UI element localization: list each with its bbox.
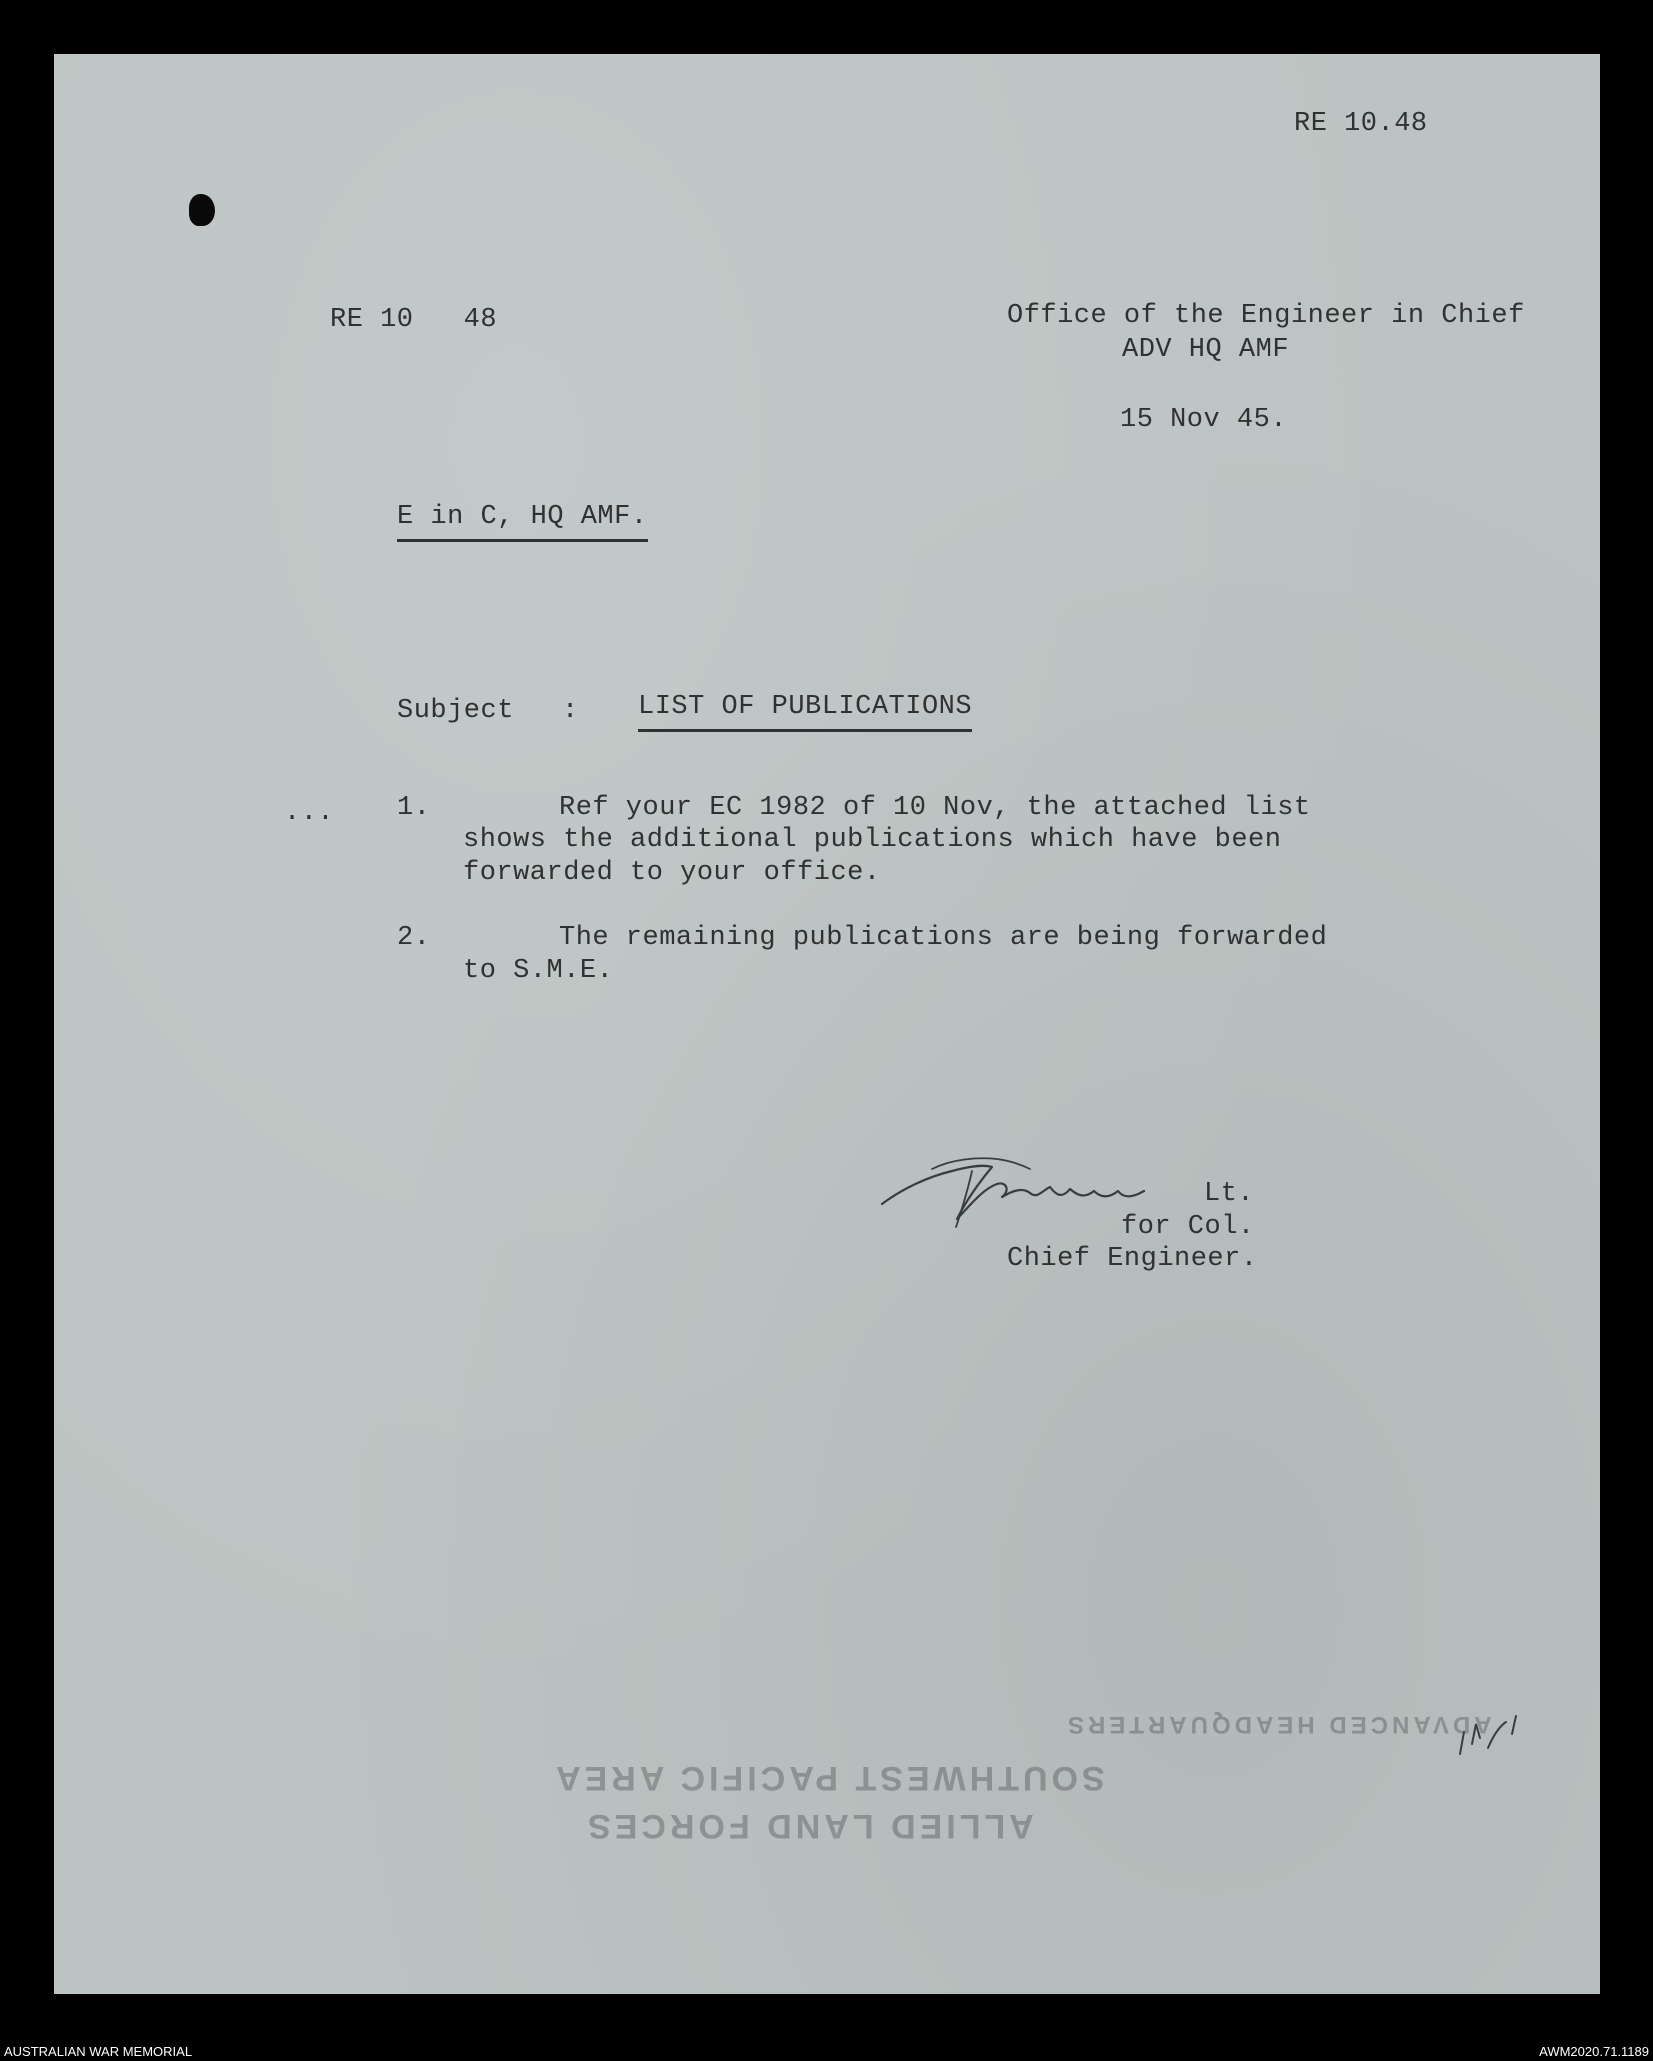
reference-number: RE 10 48 <box>330 305 498 335</box>
paragraph-2-line-2: to S.M.E. <box>463 956 614 986</box>
addressee: E in C, HQ AMF. <box>397 504 648 542</box>
paragraph-1-line-1: Ref your EC 1982 of 10 Nov, the attached list <box>559 793 1311 823</box>
stamp-line-2: SOUTHWEST PACIFIC AREA <box>552 1759 1105 1797</box>
margin-mark: ... <box>284 798 335 828</box>
paragraph-2-number: 2. <box>397 923 431 953</box>
stamp-line-1: ADVANCED HEADQUARTERS <box>1064 1711 1492 1738</box>
signatory-title: Chief Engineer. <box>1007 1244 1258 1274</box>
footer-left: AUSTRALIAN WAR MEMORIAL <box>4 2044 193 2059</box>
signatory-rank: Lt. <box>1204 1179 1255 1209</box>
reference-number-top: RE 10.48 <box>1294 109 1428 139</box>
subject-colon: : <box>562 696 579 726</box>
paragraph-1-line-2: shows the additional publications which have been <box>463 825 1282 855</box>
subject-label: Subject <box>397 696 514 726</box>
subject-value: LIST OF PUBLICATIONS <box>638 694 972 732</box>
signatory-for: for Col. <box>1121 1212 1255 1242</box>
handwritten-initials <box>1454 1704 1534 1764</box>
paragraph-1-line-3: forwarded to your office. <box>463 858 881 888</box>
letter-date: 15 Nov 45. <box>1120 405 1288 435</box>
document-page <box>54 54 1600 1994</box>
footer-right: AWM2020.71.1189 <box>1539 2044 1649 2059</box>
stamp-line-3: ALLIED LAND FORCES <box>584 1807 1034 1845</box>
office-line-2: ADV HQ AMF <box>1122 335 1290 365</box>
punch-hole <box>189 194 215 226</box>
paragraph-2-line-1: The remaining publications are being forwarded <box>559 923 1328 953</box>
office-line-1: Office of the Engineer in Chief <box>1007 301 1525 331</box>
paragraph-1-number: 1. <box>397 793 431 823</box>
